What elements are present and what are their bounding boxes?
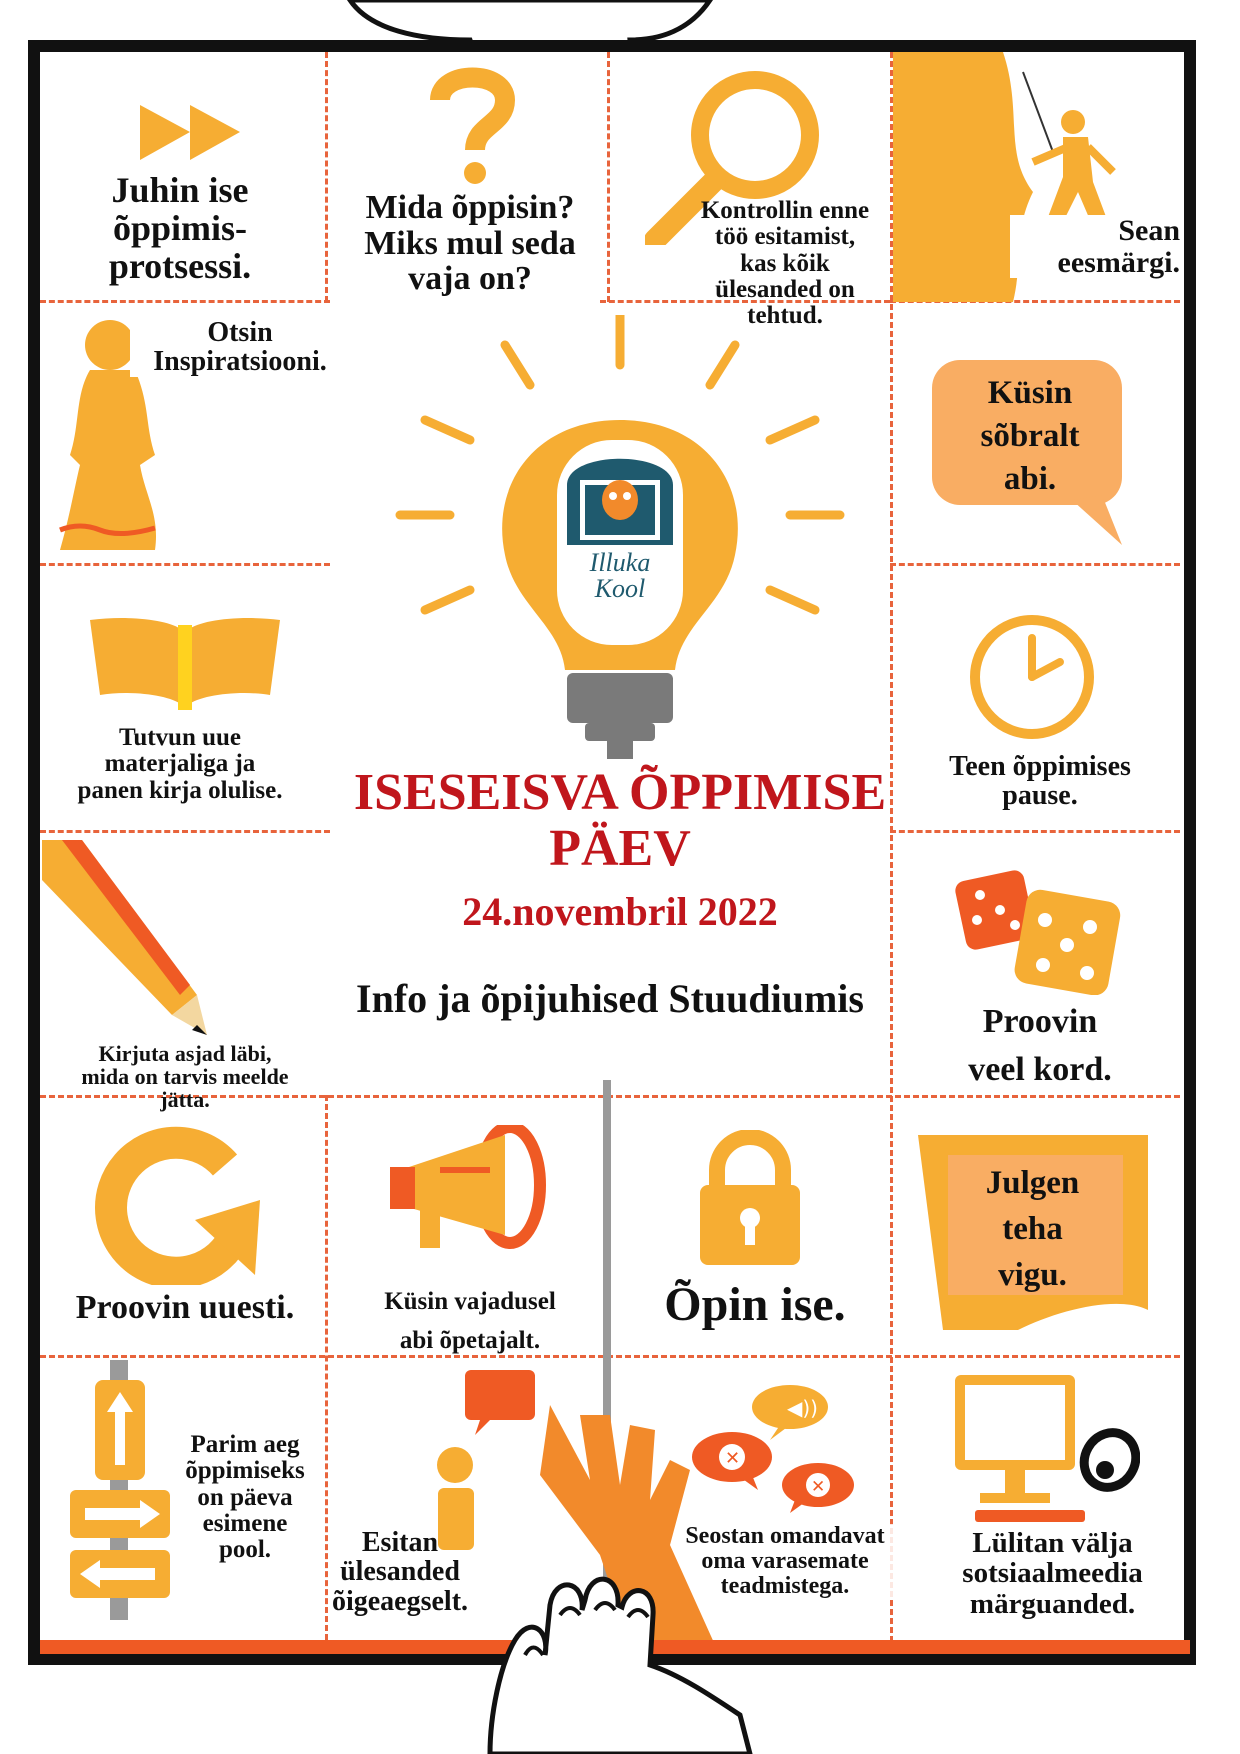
pencil-icon bbox=[42, 840, 212, 1040]
grid-line bbox=[40, 563, 330, 566]
fast-forward-icon bbox=[140, 105, 250, 160]
logo-text bbox=[560, 550, 680, 602]
tile-parim-aeg-text: Parim aeg õppimiseks on päeva esimene pool. bbox=[185, 1431, 305, 1563]
dice-icon bbox=[955, 865, 1130, 995]
megaphone-icon bbox=[380, 1125, 555, 1260]
svg-text:◀)): ◀)) bbox=[787, 1396, 818, 1420]
bottom-hand-icon bbox=[470, 1545, 770, 1754]
logo-line1: Illuka bbox=[589, 548, 651, 577]
question-mark-icon bbox=[425, 65, 520, 185]
grid-line bbox=[890, 830, 1180, 833]
tile-mida-text: Mida õppisin? Miks mul seda vaja on? bbox=[364, 189, 576, 298]
title-line2: PÄEV bbox=[549, 820, 691, 878]
grid-line bbox=[890, 563, 1180, 566]
tile-proovin-veel-text: Proovin veel kord. bbox=[968, 1003, 1112, 1088]
title-line1: ISESEISVA ÕPPIMISE bbox=[353, 764, 887, 821]
tile-proovin-uuesti-text: Proovin uuesti. bbox=[75, 1289, 295, 1326]
grid-line bbox=[607, 52, 610, 302]
lightbulb-icon bbox=[395, 315, 845, 760]
title-date: 24.novembril 2022 bbox=[462, 889, 778, 934]
tile-lulitan-text: Lülitan välja sotsiaalmeedia märguanded. bbox=[925, 1528, 1180, 1619]
tile-seostan-text: Seostan omandavat oma varasemate teadmistega. bbox=[660, 1524, 910, 1600]
tile-sean-text: Sean eesmärgi. bbox=[1010, 215, 1180, 278]
tile-teen-pause-text: Teen õppimises pause. bbox=[949, 751, 1131, 812]
logo-line2: Kool bbox=[594, 574, 646, 603]
tile-tutvun-text: Tutvun uue materjaliga ja panen kirja olulise. bbox=[77, 724, 283, 804]
tile-otsin-text: Otsin Inspiratsiooni. bbox=[130, 318, 350, 377]
book-icon bbox=[90, 615, 280, 710]
title-info: Info ja õpijuhised Stuudiumis bbox=[356, 976, 864, 1021]
tile-opin-ise-text: Õpin ise. bbox=[664, 1278, 846, 1331]
padlock-icon bbox=[695, 1130, 805, 1270]
computer-icon bbox=[955, 1375, 1140, 1525]
tile-kusin-sobralt-text: Küsin sõbralt abi. bbox=[980, 375, 1080, 497]
signpost-icon bbox=[65, 1360, 175, 1620]
title-main bbox=[330, 765, 910, 877]
svg-text:✕: ✕ bbox=[811, 1477, 826, 1497]
tile-esitan-text: Esitan ülesanded õigeaegselt. bbox=[331, 1527, 469, 1617]
grid-line bbox=[40, 300, 330, 303]
refresh-arrow-icon bbox=[85, 1125, 260, 1285]
svg-text:✕: ✕ bbox=[725, 1448, 741, 1469]
grid-line bbox=[40, 830, 330, 833]
tile-kirjuta-text: Kirjuta asjad läbi, mida on tarvis meelde jätta. bbox=[81, 1041, 289, 1113]
tile-juhin-text: Juhin ise õppimis- protsessi. bbox=[108, 170, 252, 286]
clock-icon bbox=[965, 610, 1100, 745]
tile-julgen-text: Julgen teha vigu. bbox=[985, 1165, 1080, 1294]
tile-kontrollin-text: Kontrollin enne töö esitamist, kas kõik ülesanded on tehtud. bbox=[700, 197, 870, 329]
tile-kusin-opetajalt-text: Küsin vajadusel abi õpetajalt. bbox=[384, 1288, 556, 1354]
grid-line bbox=[325, 52, 328, 302]
